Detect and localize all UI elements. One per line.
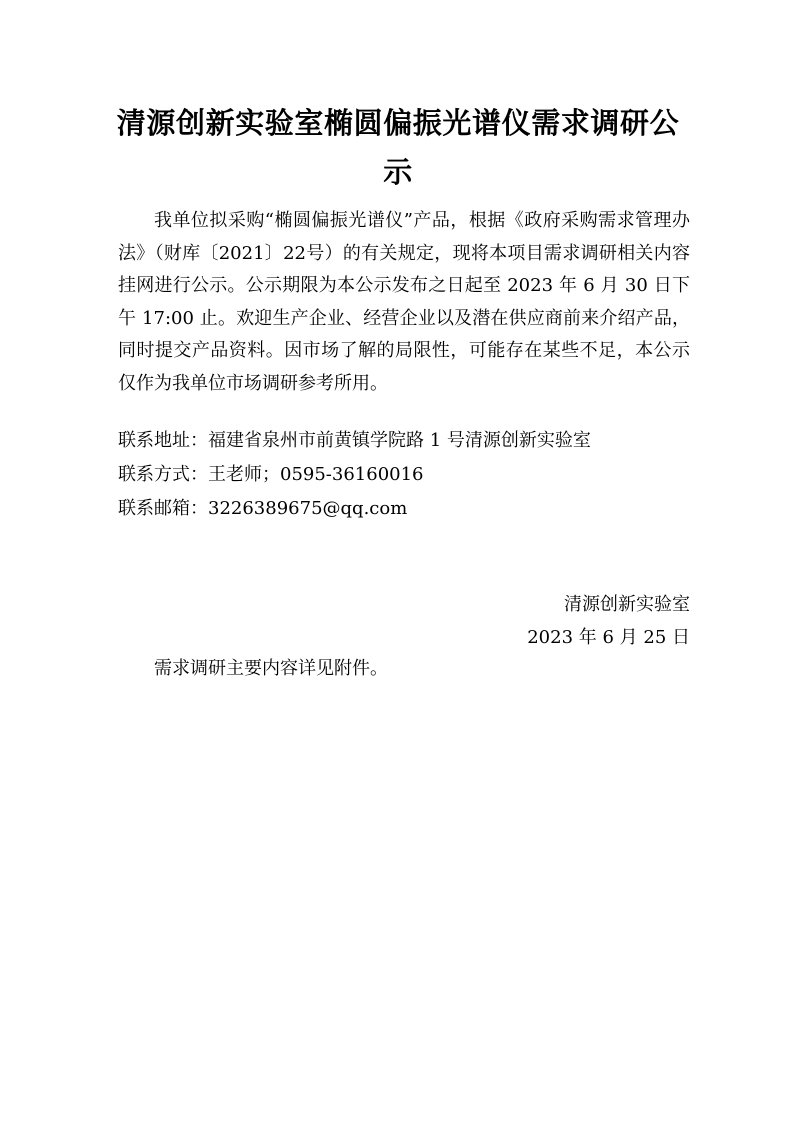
signature-date: 2023 年 6 月 25 日 <box>527 627 690 648</box>
attachment-note: 需求调研主要内容详见附件。 <box>154 658 388 679</box>
contact-phone: 联系方式：王老师；0595-36160016 <box>118 464 424 485</box>
signature-organization: 清源创新实验室 <box>564 594 690 615</box>
document-title: 清源创新实验室椭圆偏振光谱仪需求调研公示 <box>116 106 680 189</box>
body-paragraph: 我单位拟采购“椭圆偏振光谱仪”产品，根据《政府采购需求管理办法》（财库〔2021〕22号）的有关规定，现将本项目需求调研相关内容挂网进行公示。公示期限为本公示发布之日起至 2023 年 6 月 30 日下午 17:00 止。欢迎生产企业、经营企业以及潜在供应商前来介绍产品，同时提交产品资料。因市场了解的局限性，可能存在某些不足，本公示仅作为我单位市场调研参考所用。 <box>118 210 690 394</box>
contact-email: 联系邮箱：3226389675@qq.com <box>118 498 408 519</box>
contact-address: 联系地址：福建省泉州市前黄镇学院路 1 号清源创新实验室 <box>118 430 591 451</box>
